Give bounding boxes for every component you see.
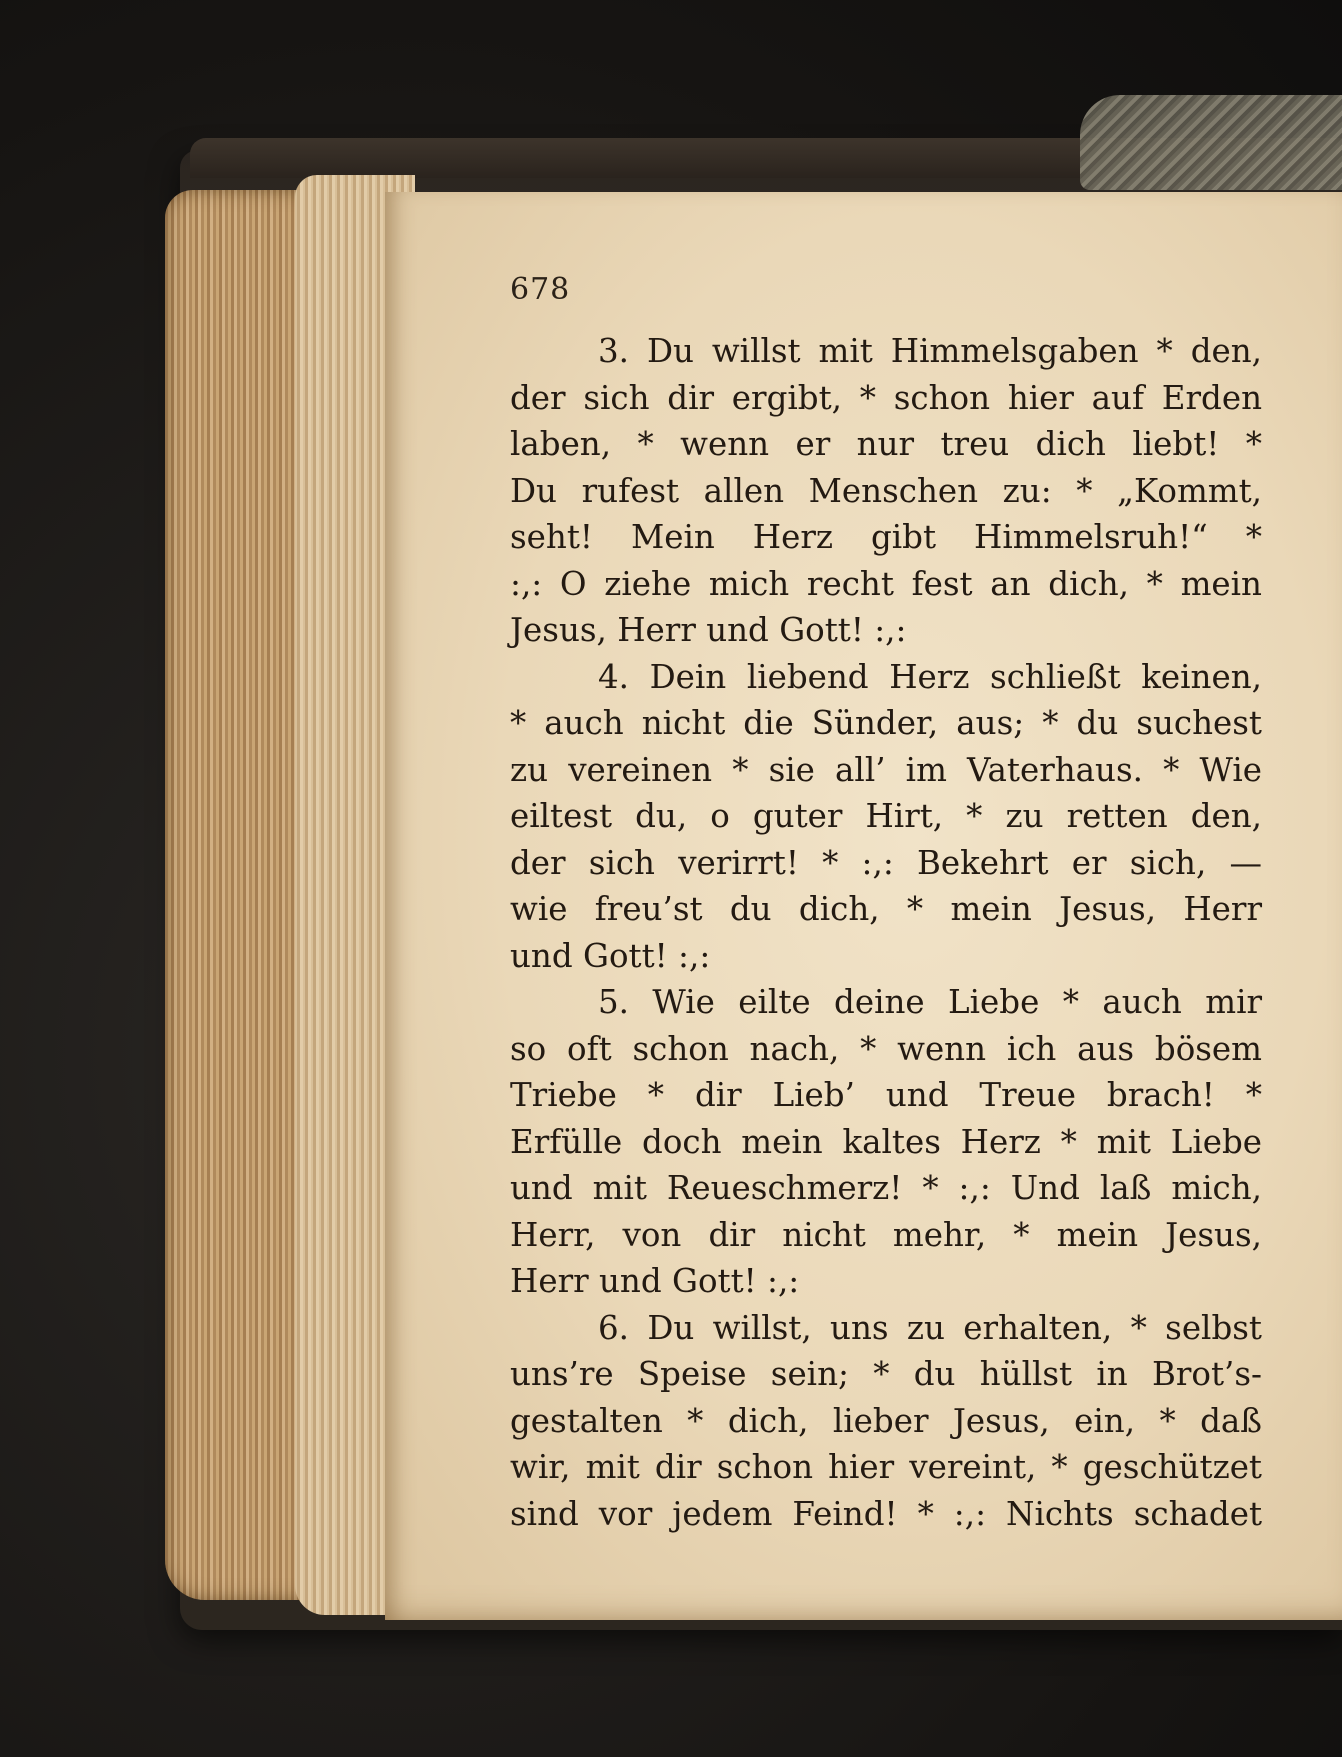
text-line: und mit Reueschmerz! * :,: Und laß mich, [510, 1169, 1262, 1207]
text-line: 3. Du willst mit Himmelsgaben * den, [598, 332, 1262, 370]
text-line: Erfülle doch mein kaltes Herz * mit Liebe [510, 1122, 1262, 1161]
text-line: 5. Wie eilte deine Liebe * auch mir [598, 983, 1262, 1021]
text-line: und Gott! :,: [510, 936, 711, 975]
text-line: sind vor jedem Feind! * :,: Nichts schadet [510, 1494, 1262, 1533]
text-line: :,: O ziehe mich recht fest an dich, * mein [510, 564, 1262, 603]
text-line: laben, * wenn er nur treu dich liebt! * [510, 425, 1262, 463]
text-line: 4. Dein liebend Herz schließt keinen, [598, 657, 1262, 696]
text-line: wir, mit dir schon hier vereint, * geschützet [510, 1448, 1262, 1486]
text-line: Du rufest allen Menschen zu: * „Kommt, [510, 471, 1262, 510]
hymn-text [510, 328, 1262, 1537]
text-line: uns’re Speise sein; * du hüllst in Brot’s- [510, 1355, 1262, 1393]
text-line: zu vereinen * sie all’ im Vaterhaus. * Wie [510, 750, 1262, 789]
text-line: so oft schon nach, * wenn ich aus bösem [510, 1029, 1262, 1068]
text-line: der sich verirrt! * :,: Bekehrt er sich, — [510, 843, 1262, 882]
text-line: Herr, von dir nicht mehr, * mein Jesus, [510, 1215, 1262, 1254]
bookmark-ribbon [1080, 95, 1342, 190]
text-line: gestalten * dich, lieber Jesus, ein, * daß [510, 1401, 1262, 1440]
text-line: Triebe * dir Lieb’ und Treue brach! * [510, 1076, 1262, 1114]
text-line: der sich dir ergibt, * schon hier auf Erden [510, 378, 1262, 417]
text-line: 6. Du willst, uns zu erhalten, * selbst [598, 1308, 1262, 1347]
page-number: 678 [510, 272, 571, 307]
text-line: seht! Mein Herz gibt Himmelsruh!“ * [510, 518, 1262, 556]
text-line: eiltest du, o guter Hirt, * zu retten den, [510, 797, 1262, 835]
text-line: Herr und Gott! :,: [510, 1262, 800, 1300]
text-line: Jesus, Herr und Gott! :,: [510, 611, 907, 649]
text-line: * auch nicht die Sünder, aus; * du suchest [510, 704, 1262, 742]
text-line: wie freu’st du dich, * mein Jesus, Herr [510, 890, 1262, 928]
